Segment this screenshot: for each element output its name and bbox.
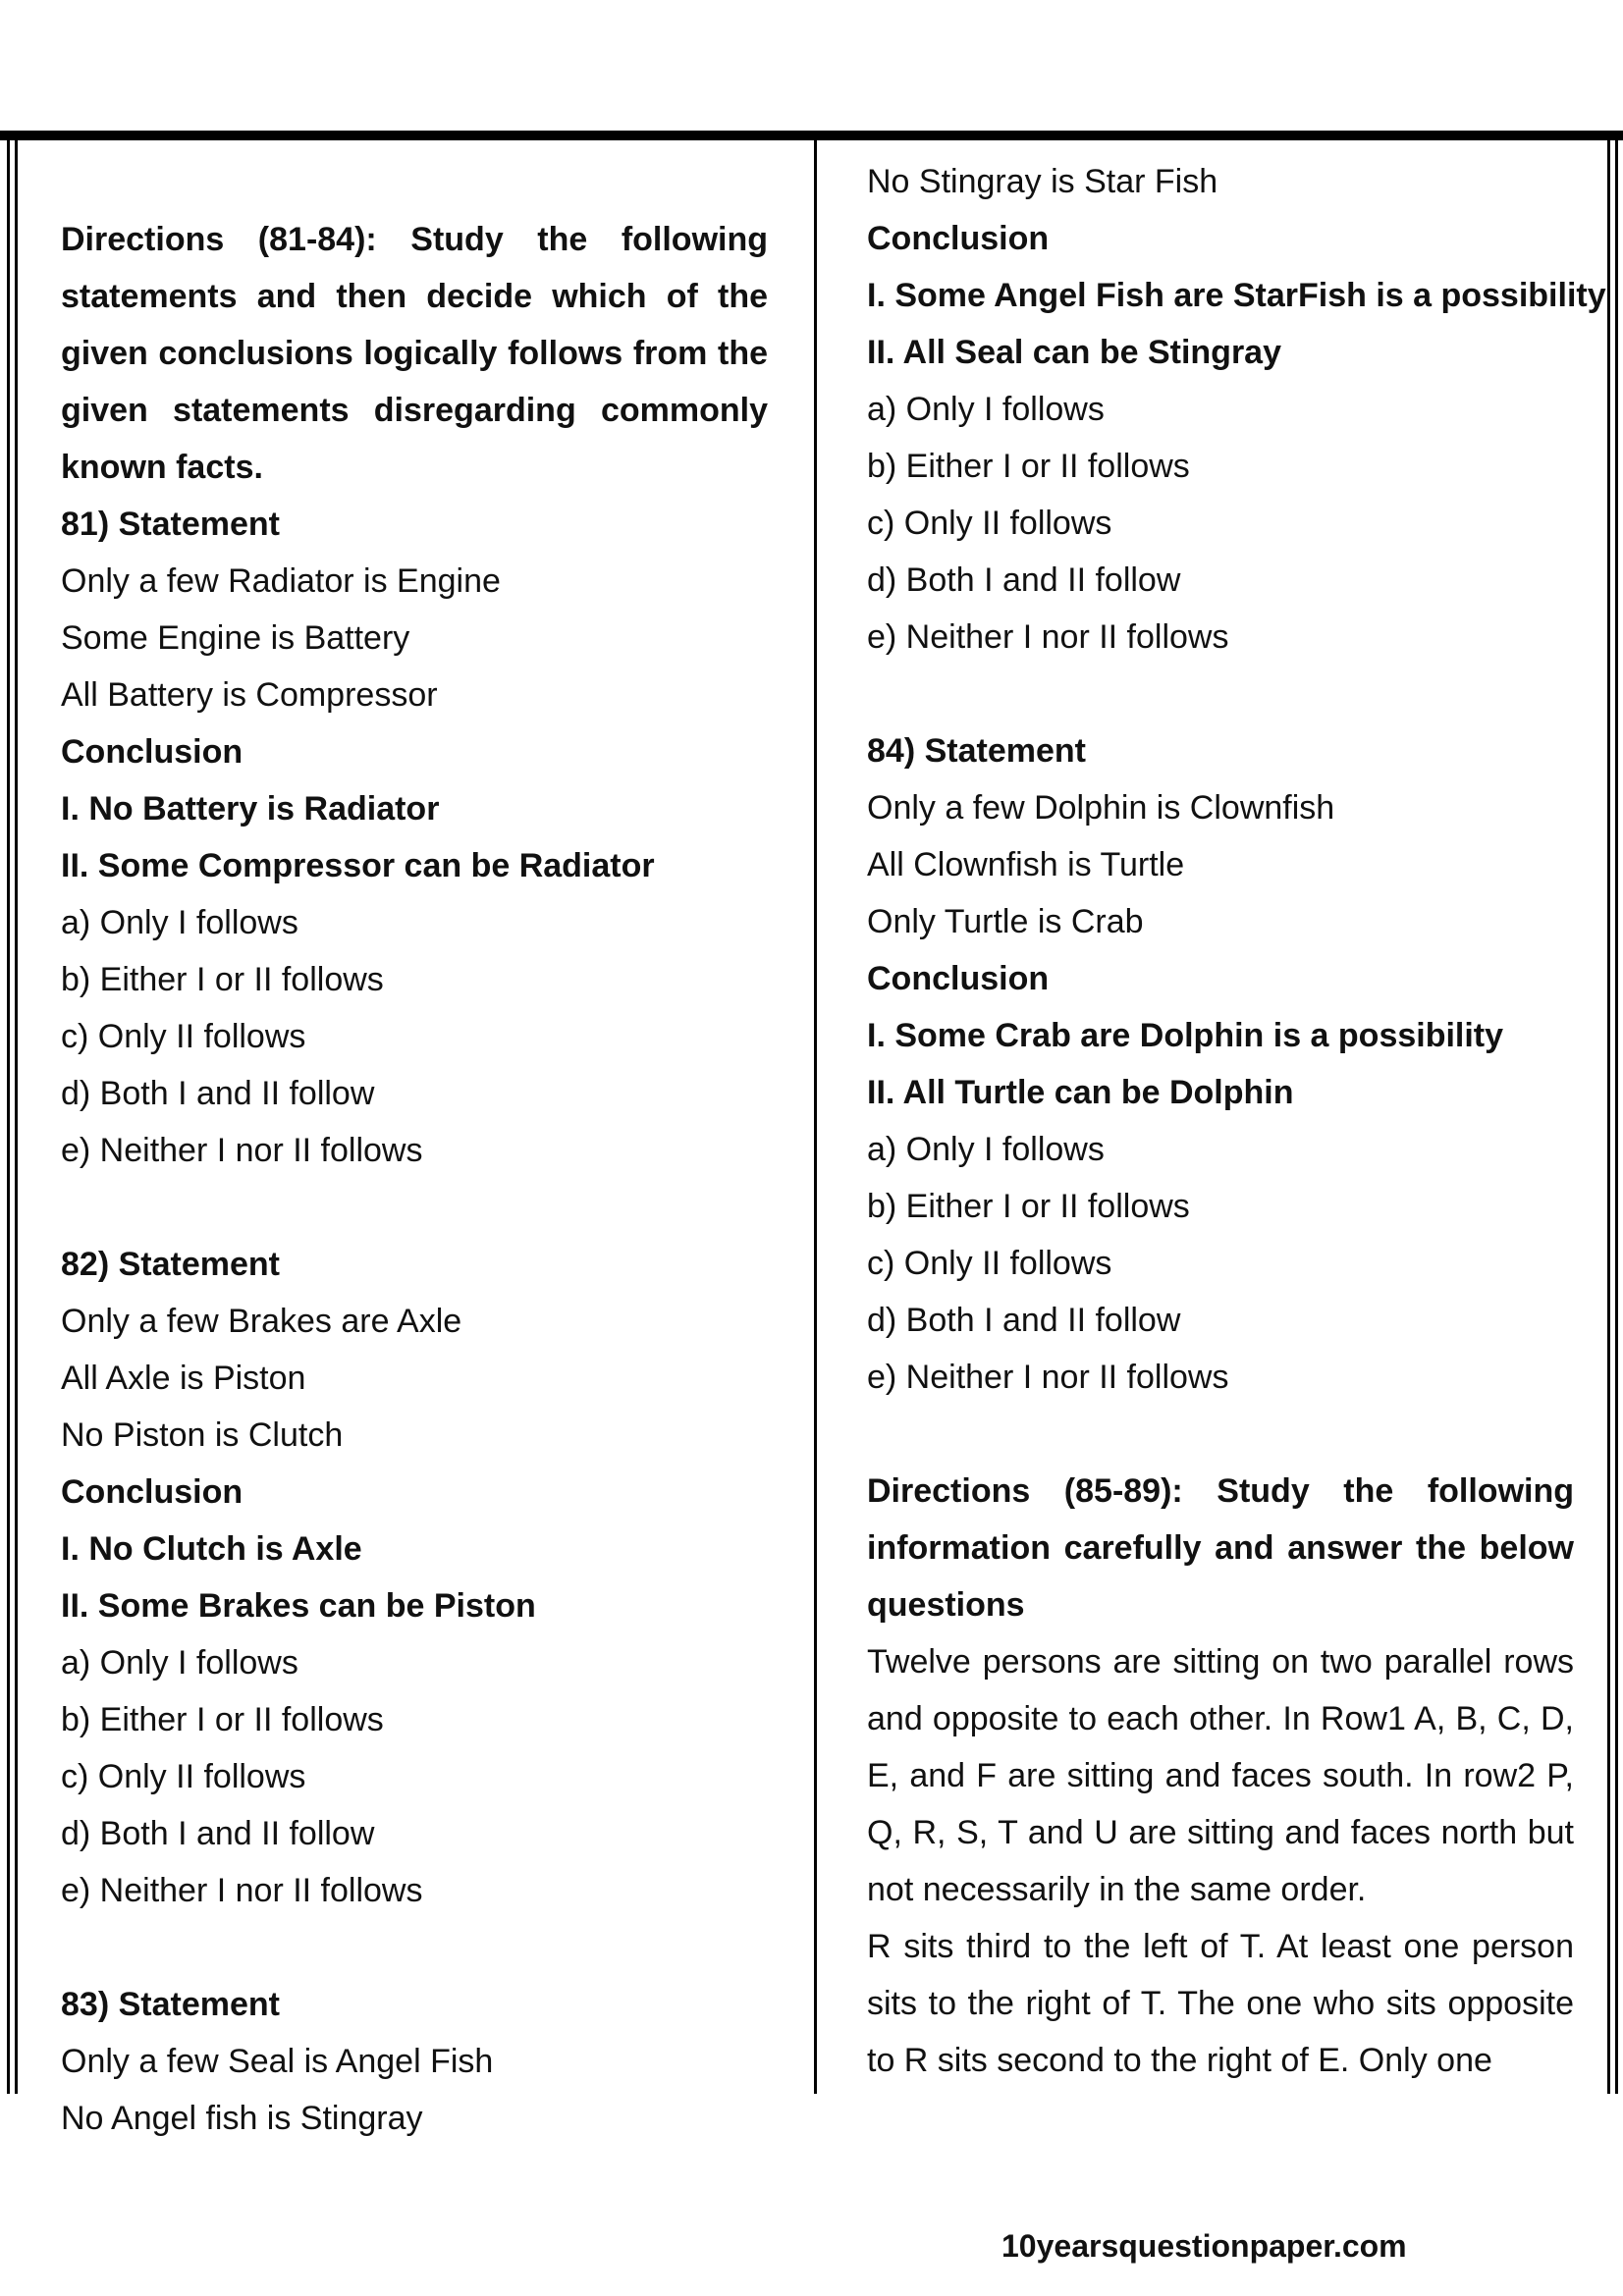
spacer (61, 1179, 768, 1236)
q83-statement-1: Only a few Seal is Angel Fish (61, 2043, 494, 2080)
q82-conclusion-2: II. Some Brakes can be Piston (61, 1587, 536, 1625)
q83-option-e: e) Neither I nor II follows (867, 618, 1229, 656)
q81-option-e: e) Neither I nor II follows (61, 1132, 423, 1169)
q82-option-b: b) Either I or II follows (61, 1701, 384, 1738)
puzzle-paragraph-1: Twelve persons are sitting on two parallel rows and opposite to each other. In Row1 A, B, C, D, E, and F are sitting and faces south. In row2 P, Q, R, S, T and U are sitting and faces north but not necessarily in the same order. (867, 1643, 1574, 1908)
q81-option-b: b) Either I or II follows (61, 961, 384, 998)
q82-option-e: e) Neither I nor II follows (61, 1872, 423, 1909)
footer-watermark: 10yearsquestionpaper.com (1001, 2228, 1407, 2264)
q84-statement-1: Only a few Dolphin is Clownfish (867, 789, 1335, 827)
q82-statement-3: No Piston is Clutch (61, 1416, 344, 1454)
q82-option-a: a) Only I follows (61, 1644, 298, 1682)
q84-option-b: b) Either I or II follows (867, 1188, 1190, 1225)
q82-statement-2: All Axle is Piston (61, 1360, 306, 1397)
q84-option-c: c) Only II follows (867, 1245, 1112, 1282)
q84-statement-3: Only Turtle is Crab (867, 903, 1144, 940)
q81-statement-2: Some Engine is Battery (61, 619, 410, 657)
left-column (61, 211, 768, 2147)
q83-heading: 83) Statement (61, 1986, 280, 2023)
q82-option-d: d) Both I and II follow (61, 1815, 375, 1852)
q84-conclusion-2: II. All Turtle can be Dolphin (867, 1074, 1294, 1111)
q83-conclusion-2: II. All Seal can be Stingray (867, 334, 1281, 371)
q82-option-c: c) Only II follows (61, 1758, 306, 1795)
q83-conclusion-label: Conclusion (867, 220, 1050, 257)
q83-statement-2: No Angel fish is Stingray (61, 2100, 423, 2137)
q82-statement-1: Only a few Brakes are Axle (61, 1303, 462, 1340)
left-border-outer (7, 135, 10, 2094)
q83-option-c: c) Only II follows (867, 505, 1112, 542)
q83-conclusion-1: I. Some Angel Fish are StarFish is a possibility (867, 277, 1606, 314)
q81-conclusion-label: Conclusion (61, 733, 243, 771)
right-border-outer (1615, 135, 1618, 2094)
spacer (867, 666, 1574, 722)
column-divider (814, 135, 817, 2094)
q81-statement-1: Only a few Radiator is Engine (61, 562, 501, 600)
q82-conclusion-label: Conclusion (61, 1473, 243, 1511)
q82-conclusion-1: I. No Clutch is Axle (61, 1530, 362, 1568)
q81-conclusion-1: I. No Battery is Radiator (61, 790, 440, 828)
q83-option-b: b) Either I or II follows (867, 448, 1190, 485)
q84-option-a: a) Only I follows (867, 1131, 1105, 1168)
q81-option-c: c) Only II follows (61, 1018, 306, 1055)
q82-heading: 82) Statement (61, 1246, 280, 1283)
q83-option-d: d) Both I and II follow (867, 561, 1181, 599)
q84-statement-2: All Clownfish is Turtle (867, 846, 1185, 883)
left-border-inner (15, 135, 18, 2094)
q81-statement-3: All Battery is Compressor (61, 676, 438, 714)
q84-conclusion-1: I. Some Crab are Dolphin is a possibility (867, 1017, 1504, 1054)
q81-conclusion-2: II. Some Compressor can be Radiator (61, 847, 655, 884)
q84-heading: 84) Statement (867, 732, 1086, 770)
q84-conclusion-label: Conclusion (867, 960, 1050, 997)
spacer (61, 1919, 768, 1976)
q81-option-d: d) Both I and II follow (61, 1075, 375, 1112)
directions-85-89: Directions (85-89): Study the following information carefully and answer the below questions (867, 1472, 1574, 1624)
top-border (0, 131, 1623, 140)
right-border-inner (1607, 135, 1610, 2094)
q81-option-a: a) Only I follows (61, 904, 298, 941)
q83-option-a: a) Only I follows (867, 391, 1105, 428)
q84-option-d: d) Both I and II follow (867, 1302, 1181, 1339)
q84-option-e: e) Neither I nor II follows (867, 1359, 1229, 1396)
puzzle-paragraph-2: R sits third to the left of T. At least one person sits to the right of T. The one who sits opposite to R sits second to the right of E. Only one (867, 1928, 1574, 2079)
right-column (867, 153, 1606, 2089)
q81-heading: 81) Statement (61, 506, 280, 543)
directions-81-84: Directions (81-84): Study the following statements and then decide which of the given conclusions logically follows from the given statements disregarding commonly known facts. (61, 221, 768, 486)
q83-statement-3: No Stingray is Star Fish (867, 163, 1218, 200)
spacer (867, 1406, 1574, 1463)
